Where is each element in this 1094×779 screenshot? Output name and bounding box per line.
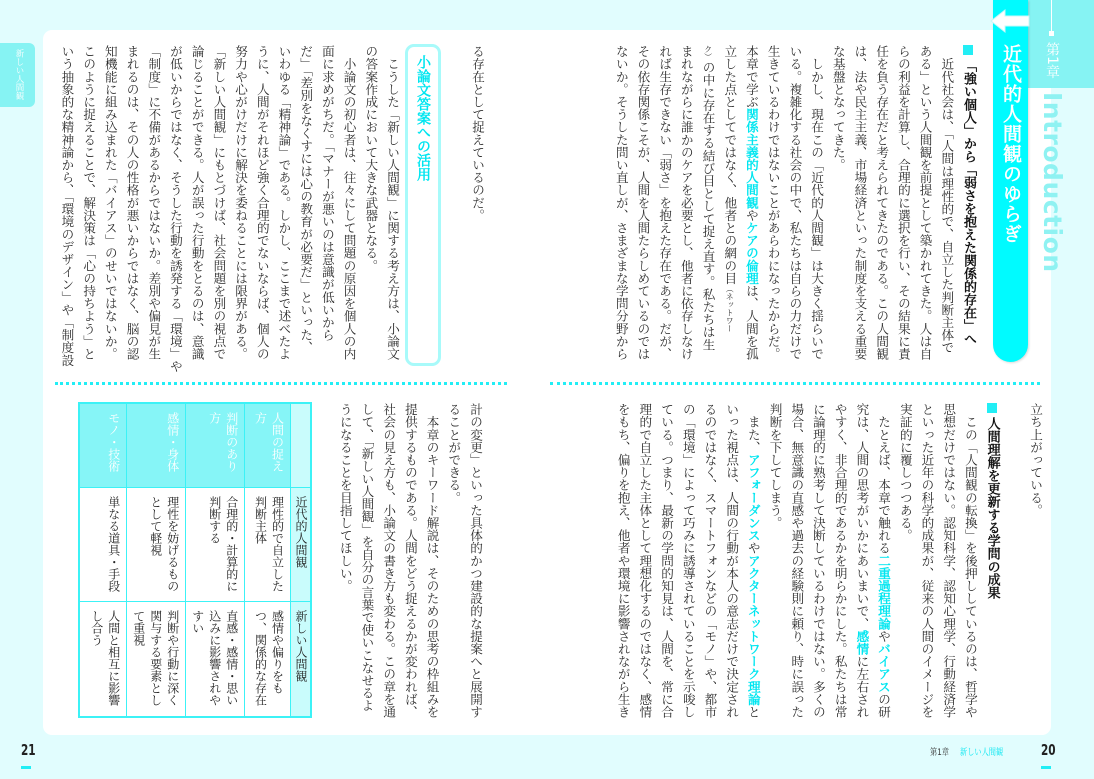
text-line bbox=[872, 403, 894, 728]
text-line bbox=[677, 403, 699, 728]
table-cell: 理性的で自立した判断主体 bbox=[245, 487, 290, 602]
text-line bbox=[653, 45, 675, 375]
table-column bbox=[126, 404, 185, 716]
blank-line bbox=[1003, 403, 1025, 728]
text-line bbox=[251, 45, 273, 375]
text-segment: るのではなく、スマートフォンなどの「モノ」や、都市 bbox=[702, 403, 718, 718]
table-header-cell: 判断のあり方 bbox=[186, 404, 244, 487]
text-line bbox=[466, 45, 488, 375]
page21-lower-text bbox=[334, 403, 486, 728]
text-segment: は、人間を孤 bbox=[743, 284, 759, 361]
table-column bbox=[244, 404, 290, 716]
text-line bbox=[740, 45, 762, 375]
side-tab[interactable] bbox=[0, 43, 35, 107]
page-number-right: 20 bbox=[1041, 741, 1056, 759]
text-segment: また、 bbox=[745, 403, 761, 454]
text-line bbox=[634, 403, 656, 728]
text-segment: まれるのは、その人の性格が悪いからではなく、脳の認 bbox=[124, 45, 140, 360]
text-segment: や bbox=[745, 541, 761, 555]
text-segment: その依存関係こそが、人間を人間たらしめているのでは bbox=[635, 45, 651, 360]
text-segment: る存在として捉えているのだ。 bbox=[470, 45, 485, 222]
text-line bbox=[338, 45, 360, 375]
text-segment: 本章のキーワード解説は、そのための思考の枠組みを bbox=[424, 403, 440, 718]
text-segment: まれながらに誰かのケアを必要とし、他者に依存しなけ bbox=[678, 45, 694, 360]
section-divider bbox=[550, 382, 1040, 385]
table-header-cell: モノ・技術 bbox=[80, 404, 126, 487]
text-segment: の答案作成において大きな武器となる。 bbox=[363, 45, 379, 272]
essay-heading: 小論文答案への活用 bbox=[415, 55, 431, 181]
text-segment: に左右され bbox=[854, 655, 870, 719]
text-segment: このように捉えることで、解決策は「心の持ちよう」と bbox=[81, 45, 97, 360]
comparison-table bbox=[78, 402, 312, 718]
text-segment: 「新しい人間観」にもとづけば、社会問題を別の視点で bbox=[211, 45, 227, 360]
keyword-highlight: アフォーダンス bbox=[745, 453, 761, 542]
text-line bbox=[870, 45, 892, 375]
text-segment: 実証的に覆しつつある。 bbox=[897, 403, 913, 542]
text-line bbox=[916, 403, 938, 728]
text-segment: 生きているわけではないことがあらわになったからだ。 bbox=[765, 45, 781, 360]
text-segment: だ」「差別をなくすには心の教育が必要だ」といった、 bbox=[298, 45, 314, 354]
side-tab-label: 新しい人間観 bbox=[14, 49, 24, 100]
text-line bbox=[699, 403, 721, 728]
keyword-highlight: 感情 bbox=[854, 629, 870, 656]
text-segment: の「環境」によって巧みに誘導されていることを示唆し bbox=[680, 403, 696, 718]
square-bullet-icon bbox=[987, 403, 997, 413]
text-line bbox=[764, 403, 786, 728]
table-label-column bbox=[290, 404, 310, 716]
text-line bbox=[786, 403, 808, 728]
table-cell: 合理的・計算的に判断する bbox=[186, 487, 244, 602]
text-line bbox=[1024, 403, 1046, 728]
text-line bbox=[273, 45, 295, 375]
ruby-note: （ネットワー bbox=[725, 284, 735, 333]
page-number-bar bbox=[1041, 766, 1051, 769]
chapter-line bbox=[1051, 0, 1052, 32]
text-segment: ある」という人間観を前提として築かれてきた。人は自 bbox=[917, 45, 933, 360]
text-line bbox=[229, 45, 251, 375]
text-segment: うに、人間がそれほど強く合理的でないならば、個人の bbox=[254, 45, 270, 360]
square-bullet-icon bbox=[963, 45, 973, 55]
table-column bbox=[185, 404, 244, 716]
text-line bbox=[829, 403, 851, 728]
text-segment: 立ち上がっている。 bbox=[1028, 403, 1043, 517]
section-divider bbox=[55, 382, 507, 385]
table-cell: 感情や偏りをもつ、関係的な存在 bbox=[245, 601, 290, 716]
table-header-cell: 人間の捉え方 bbox=[245, 404, 290, 487]
footer-chapter: 第1章 bbox=[930, 748, 949, 758]
table-row-label: 近代的人間観 bbox=[291, 487, 310, 602]
text-line bbox=[377, 403, 399, 728]
text-line bbox=[675, 45, 697, 375]
text-segment: らの利益を計算し、合理的に選択を行い、その結果に責 bbox=[895, 45, 911, 360]
keyword-highlight: アクターネットワーク理論 bbox=[745, 554, 761, 706]
footer-chapter-title: 新しい人間観 bbox=[960, 748, 1004, 758]
text-line bbox=[784, 45, 806, 375]
text-segment: この「人間観の転換」を後押ししているのは、哲学や bbox=[962, 403, 978, 718]
text-segment: うになることを目指してほしい。 bbox=[337, 403, 353, 592]
text-line bbox=[892, 45, 914, 375]
text-segment: 社会の見え方も、小論文の書き方も変わる。この章を通 bbox=[381, 403, 397, 718]
text-segment: れば生存できない「弱さ」を抱えた存在である。だが、 bbox=[657, 45, 673, 360]
text-line bbox=[208, 45, 230, 375]
table-cell: 判断や行動に深く関与する要素として重視 bbox=[127, 601, 185, 716]
text-segment: に論理的に熟考して決断しているわけではない。多くの bbox=[810, 403, 826, 718]
text-line bbox=[805, 45, 827, 375]
page-number-bar bbox=[21, 766, 31, 769]
page20-upper-text bbox=[610, 45, 979, 375]
text-line bbox=[610, 45, 632, 375]
text-segment: な基盤となってきた。 bbox=[830, 45, 846, 171]
text-line bbox=[464, 403, 486, 728]
text-segment: ないか。そうした問い直しが、さまざまな学問分野から bbox=[613, 45, 629, 360]
text-line bbox=[807, 403, 829, 728]
text-line bbox=[186, 45, 208, 375]
text-segment: 計の変更」といった具体的かつ建設的な提案へと展開す bbox=[468, 403, 483, 718]
text-line bbox=[294, 45, 316, 375]
ruby-note: ク） bbox=[703, 45, 713, 61]
section-heading bbox=[957, 45, 979, 375]
text-line bbox=[632, 45, 654, 375]
text-line bbox=[720, 403, 742, 728]
text-segment: ている。つまり、最新の学問的知見は、人間を、常に合 bbox=[659, 403, 675, 718]
text-line bbox=[164, 45, 186, 375]
text-segment: こうした「新しい人間観」に関する考え方は、小論文 bbox=[385, 45, 400, 360]
table-header-cell: 感情・身体 bbox=[127, 404, 185, 487]
text-segment: の研 bbox=[876, 692, 892, 719]
chapter-label: 第1章 bbox=[1044, 42, 1060, 79]
page-number-left: 21 bbox=[21, 741, 36, 759]
table-cell: 直感・感情・思い込みに影響されやすい bbox=[186, 601, 244, 716]
text-line bbox=[937, 403, 959, 728]
text-segment: 任を負う存在だと考えられてきたのである。この人間観 bbox=[874, 45, 890, 360]
chapter-title: 近代的人間観のゆらぎ bbox=[1000, 44, 1022, 244]
table-column bbox=[80, 404, 126, 716]
text-line bbox=[356, 403, 378, 728]
table-cell: 人間と相互に影響し合う bbox=[80, 601, 126, 716]
text-line bbox=[914, 45, 936, 375]
text-line bbox=[655, 403, 677, 728]
text-line bbox=[121, 45, 143, 375]
text-line bbox=[762, 45, 784, 375]
chapter-dot bbox=[1049, 31, 1054, 36]
text-segment: ることができる。 bbox=[446, 403, 462, 504]
keyword-highlight: 関係主義的人間観 bbox=[743, 108, 759, 209]
text-segment: 究は、人間の思考がいかにあいまいで、 bbox=[854, 403, 870, 630]
table-cell: 単なる道具・手段 bbox=[80, 487, 126, 602]
text-segment: 面に求めがちだ。「マナーが悪いのは意識が低いから bbox=[319, 45, 335, 342]
section-heading-text: 人間理解を更新する学問の成果 bbox=[984, 417, 1000, 599]
keyword-highlight: ケアの倫理 bbox=[743, 221, 759, 285]
text-segment: しかし、現在この「近代的人間観」は大きく揺らいで bbox=[809, 45, 825, 360]
text-segment: の中に存在する結び目として捉え直す。私たちは生 bbox=[700, 61, 716, 351]
text-segment: が低いからではなく、そうした行動を誘発する「環境」や bbox=[167, 45, 183, 373]
page21-upper-text bbox=[56, 45, 403, 375]
text-segment: 思想だけではない。認知科学、認知心理学、行動経済学 bbox=[941, 403, 957, 718]
table-row-label: 新しい人間観 bbox=[291, 601, 310, 716]
arrow-left-icon bbox=[989, 8, 1033, 34]
text-segment: 立した点としてではなく、他者との網の目 bbox=[722, 45, 738, 285]
text-segment: と bbox=[745, 705, 761, 719]
text-segment: や bbox=[876, 629, 892, 643]
text-segment: いわゆる「精神論」である。しかし、ここまで述べたよ bbox=[276, 45, 292, 360]
page20-lower-text bbox=[612, 403, 1046, 728]
text-line bbox=[334, 403, 356, 728]
keyword-highlight: 二重過程理論 bbox=[876, 554, 892, 630]
text-segment: いった視点は、人間の行動が本人の意志だけで決定され bbox=[724, 403, 740, 718]
text-segment: 判断を下してしまう。 bbox=[767, 403, 783, 529]
text-segment: やすく、非合理的であるかを明らかにした。私たちは常 bbox=[832, 403, 848, 718]
chapter-title-band bbox=[993, 0, 1028, 362]
section-heading bbox=[981, 403, 1003, 728]
text-segment: 提供するものである。人間をどう捉えるかが変われば、 bbox=[402, 403, 418, 718]
keyword-highlight: バイアス bbox=[876, 642, 892, 693]
table-corner-cell bbox=[291, 404, 310, 487]
text-segment: 論じることができる。人が誤った行動をとるのは、意識 bbox=[189, 45, 205, 360]
text-segment: 知機能に組み込まれた「バイアス」のせいではないか。 bbox=[102, 45, 118, 360]
text-line bbox=[399, 403, 421, 728]
table-cell: 理性を妨げるものとして軽視 bbox=[127, 487, 185, 602]
page21-lead-text bbox=[466, 45, 488, 375]
text-segment: いる。複雑化する社会の中で、私たちは自らの力だけで bbox=[787, 45, 803, 360]
text-segment: 場合、無意識の直感や過去の経験則に頼り、時に誤った bbox=[789, 403, 805, 718]
text-line bbox=[421, 403, 443, 728]
text-line bbox=[936, 45, 958, 375]
text-segment: 「制度」に不備があるからではないか。差別や偏見が生 bbox=[146, 45, 162, 360]
text-line bbox=[360, 45, 382, 375]
text-line bbox=[959, 403, 981, 728]
text-segment: は、法や民主主義、市場経済といった制度を支える重要 bbox=[852, 45, 868, 360]
text-line bbox=[56, 45, 78, 375]
text-segment: 本章で学ぶ bbox=[743, 45, 759, 108]
text-segment: 近代社会は、「人間は理性的で、自立した判断主体で bbox=[939, 45, 955, 354]
text-line bbox=[443, 403, 465, 728]
introduction-label: Introduction bbox=[1038, 92, 1067, 273]
text-segment: たとえば、本章で触れる bbox=[876, 403, 892, 555]
text-segment: して、「新しい人間観」を自分の言葉で使いこなせるよ bbox=[359, 403, 375, 712]
text-line bbox=[851, 403, 873, 728]
text-line bbox=[697, 45, 719, 375]
text-segment: 努力や心がけだけに解決を委ねることには限界がある。 bbox=[233, 45, 249, 360]
text-segment: や bbox=[743, 208, 759, 222]
text-line bbox=[77, 45, 99, 375]
text-segment: いう抽象的な精神論から、「環境のデザイン」や「制度設 bbox=[59, 45, 75, 367]
essay-heading-box bbox=[405, 44, 441, 366]
text-segment: をもち、偏りを抱え、他者や環境に影響されながら生き bbox=[615, 403, 631, 718]
text-segment: 理的で自立した主体として理想化するのではなく、感情 bbox=[637, 403, 653, 718]
text-line bbox=[849, 45, 871, 375]
text-line bbox=[612, 403, 634, 728]
text-line bbox=[719, 45, 741, 375]
text-line bbox=[143, 45, 165, 375]
text-line bbox=[316, 45, 338, 375]
text-segment: といった近年の科学的成果が、従来の人間のイメージを bbox=[919, 403, 935, 718]
text-line bbox=[742, 403, 764, 728]
text-line bbox=[894, 403, 916, 728]
section-heading-text: 「強い個人」から「弱さを抱えた関係的存在」へ bbox=[961, 59, 976, 345]
text-segment: 小論文の初心者は、往々にして問題の原因を個人の内 bbox=[341, 45, 357, 360]
text-line bbox=[99, 45, 121, 375]
text-line bbox=[827, 45, 849, 375]
text-line bbox=[381, 45, 403, 375]
